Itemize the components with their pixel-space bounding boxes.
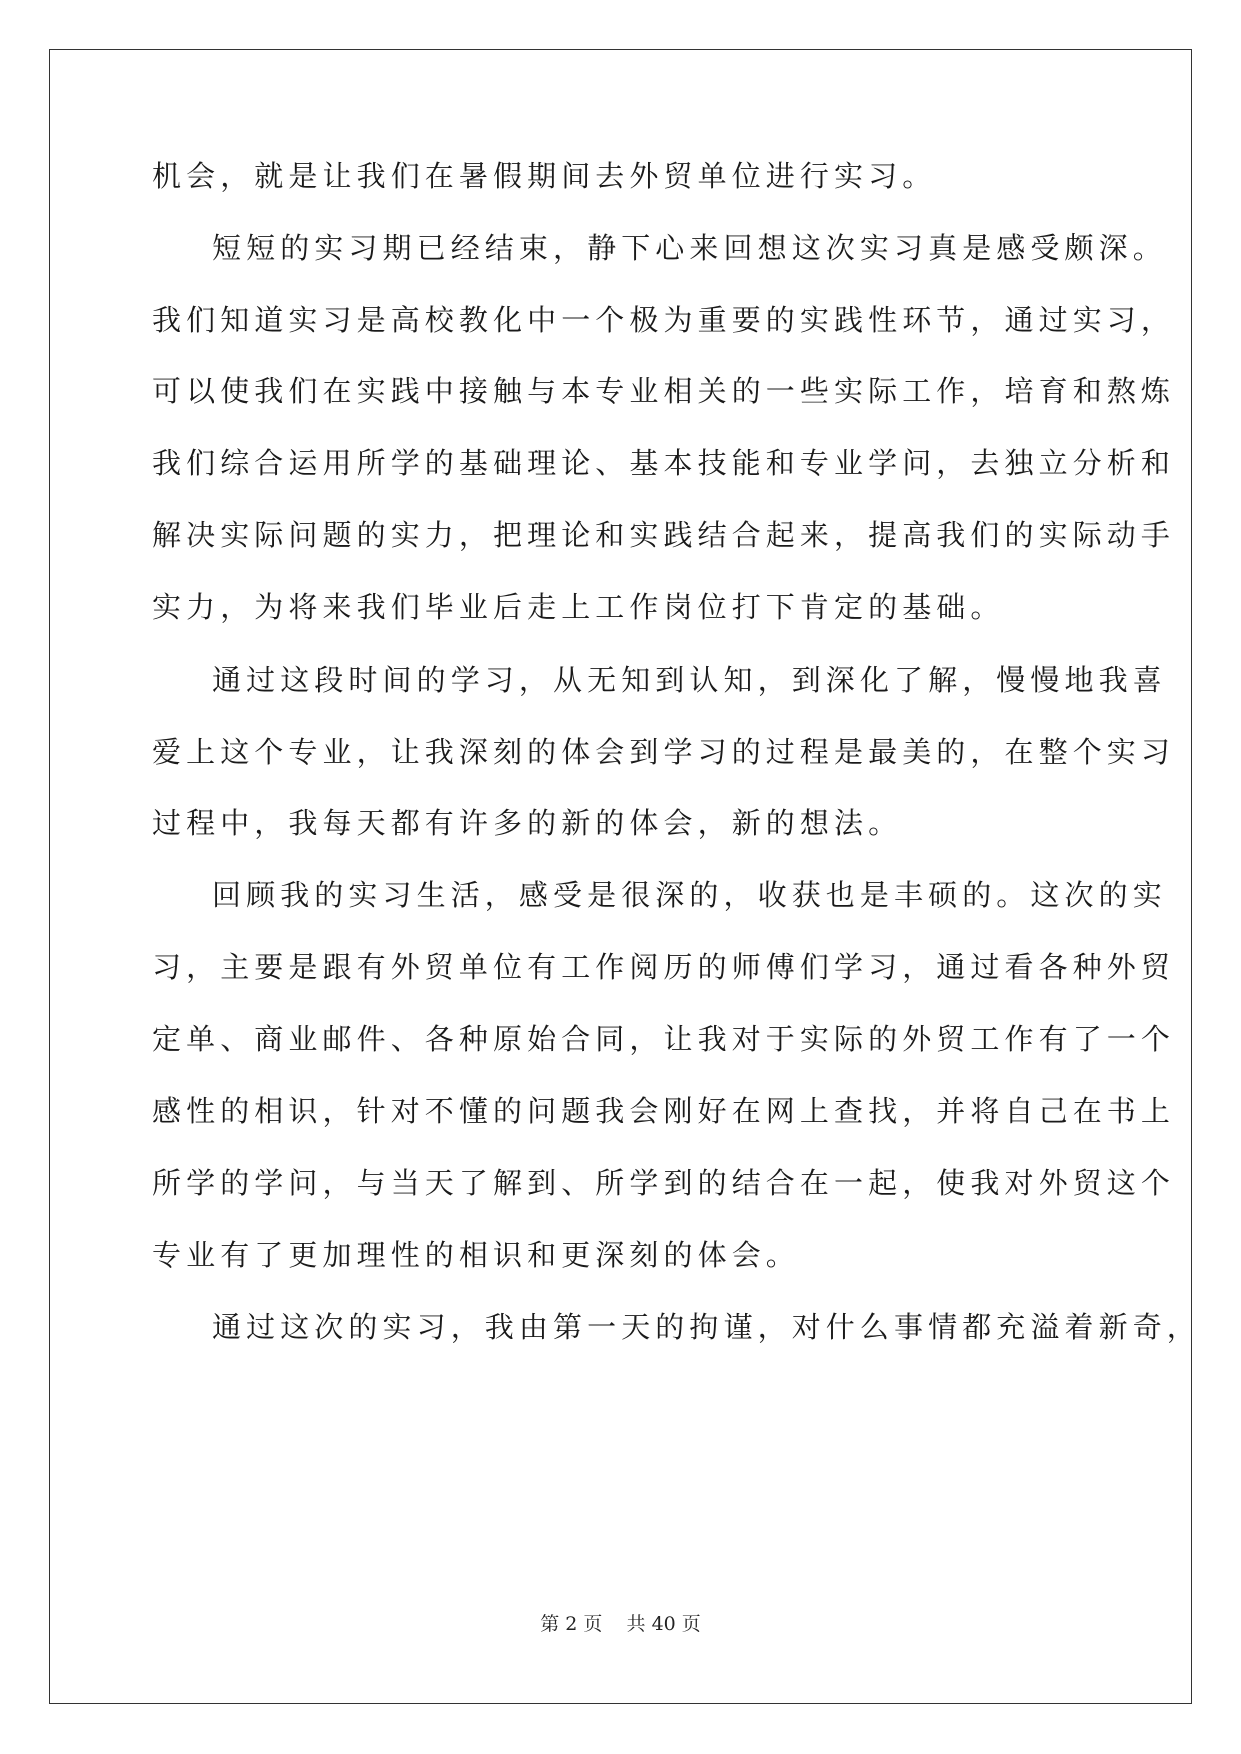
text-line: 我们知道实习是高校教化中一个极为重要的实践性环节，通过实习， <box>152 303 1176 337</box>
text-line: 解决实际问题的实力，把理论和实践结合起来，提高我们的实际动手 <box>152 518 1176 552</box>
page-footer <box>0 1612 1241 1636</box>
text-line: 机会，就是让我们在暑假期间去外贸单位进行实习。 <box>152 159 937 193</box>
text-line: 过程中，我每天都有许多的新的体会，新的想法。 <box>152 806 903 840</box>
text-line: 所学的学问，与当天了解到、所学到的结合在一起，使我对外贸这个 <box>152 1166 1176 1200</box>
paragraph-start-line: 通过这次的实习，我由第一天的拘谨，对什么事情都充溢着新奇， <box>212 1310 1201 1344</box>
text-line: 专业有了更加理性的相识和更深刻的体会。 <box>152 1238 800 1272</box>
text-line: 习，主要是跟有外贸单位有工作阅历的师傅们学习，通过看各种外贸 <box>152 950 1176 984</box>
paragraph-start-line: 回顾我的实习生活，感受是很深的，收获也是丰硕的。这次的实 <box>212 878 1167 912</box>
total-pages: 共 40 页 <box>626 1613 701 1635</box>
paragraph-start-line: 通过这段时间的学习，从无知到认知，到深化了解，慢慢地我喜 <box>212 663 1167 697</box>
paragraph-start-line: 短短的实习期已经结束，静下心来回想这次实习真是感受颇深。 <box>212 231 1167 265</box>
text-line: 感性的相识，针对不懂的问题我会刚好在网上查找，并将自己在书上 <box>152 1094 1176 1128</box>
text-line: 我们综合运用所学的基础理论、基本技能和专业学问，去独立分析和 <box>152 446 1176 480</box>
text-line: 可以使我们在实践中接触与本专业相关的一些实际工作，培育和熬炼 <box>152 374 1176 408</box>
page-border <box>49 49 1192 1704</box>
text-line: 定单、商业邮件、各种原始合同，让我对于实际的外贸工作有了一个 <box>152 1022 1176 1056</box>
page-number: 第 2 页 <box>540 1613 603 1635</box>
text-line: 实力，为将来我们毕业后走上工作岗位打下肯定的基础。 <box>152 590 1005 624</box>
text-line: 爱上这个专业，让我深刻的体会到学习的过程是最美的，在整个实习 <box>152 735 1176 769</box>
